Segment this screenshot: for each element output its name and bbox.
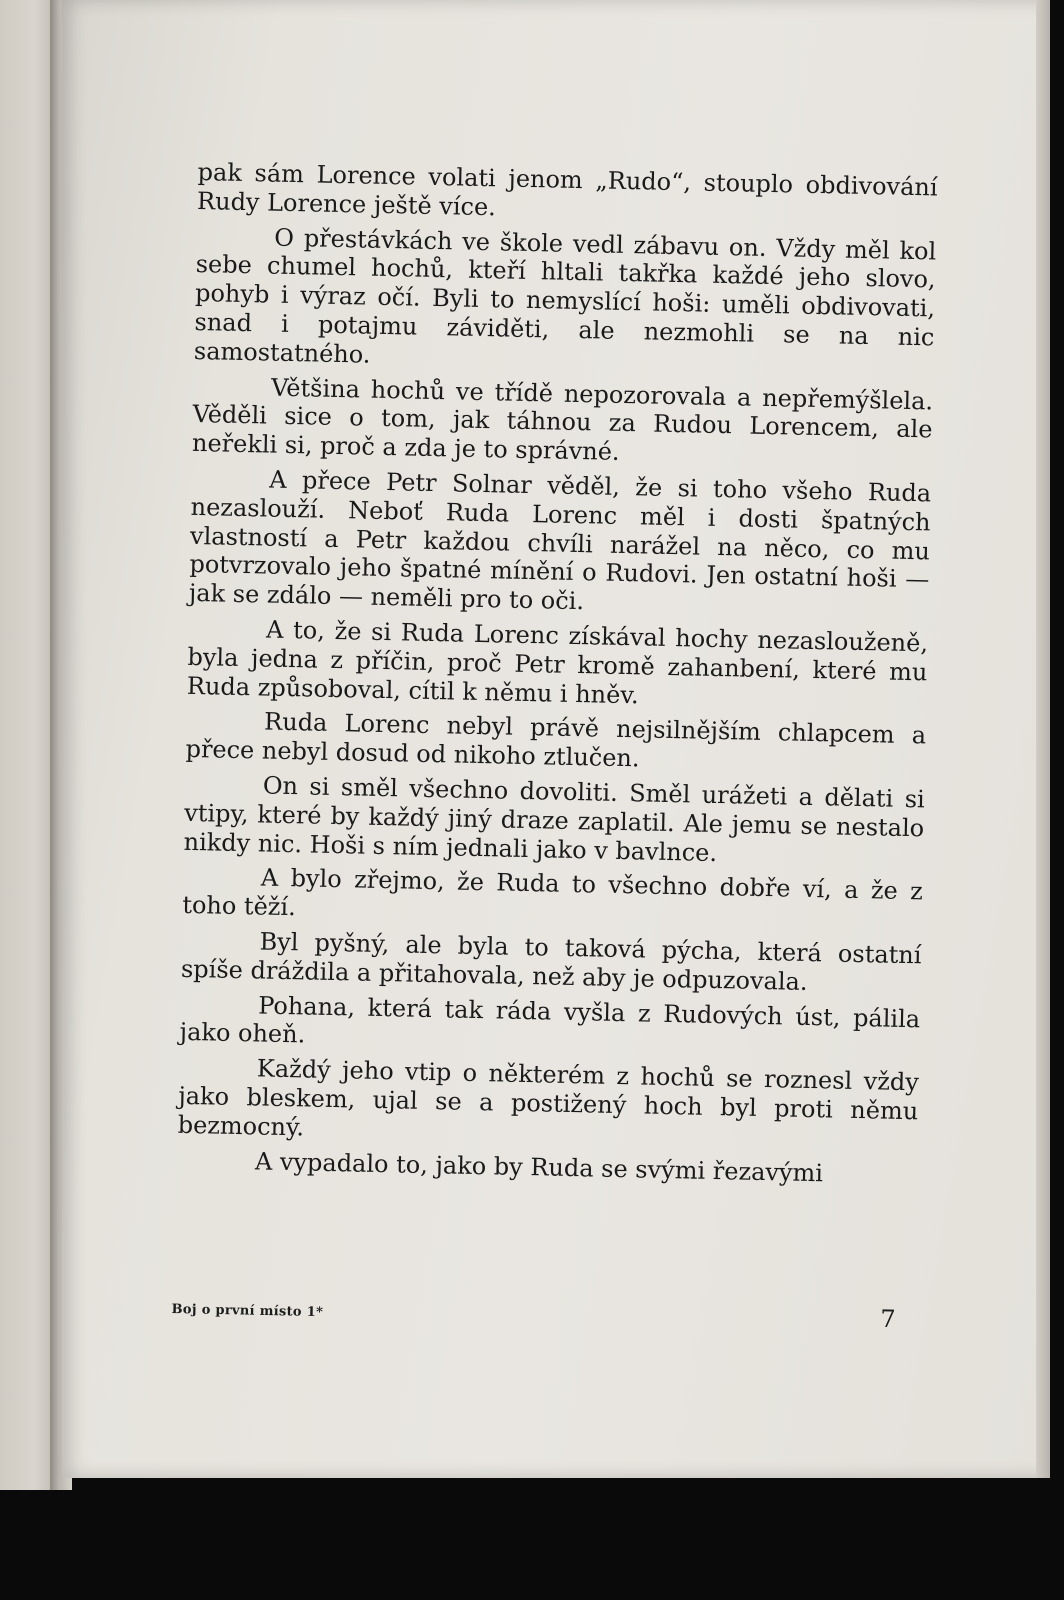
paragraph: A přece Petr Solnar věděl, že si toho všeho Ruda nezaslouží. Neboť Ruda Lorenc měl i dosti špatných vlastností a Petr každou chvíli narážel na něco, co mu potvrzovalo jeho špatné mínění o Rudovi. Jen ostatní hoši — jak se zdálo — neměli pro to oči. xyxy=(188,465,932,616)
paragraph: Většina hochů ve třídě nepozorovala a nepřemýšlela. Věděli sice o tom, jak táhnou za Rudou Lorencem, ale neřekli si, proč a zda je to správné. xyxy=(191,373,934,467)
paragraph: Byl pyšný, ale byla to taková pýcha, která ostatní spíše dráždila a přitahovala, než aby je odpuzovala. xyxy=(180,927,922,996)
paragraph: On si směl všechno dovoliti. Směl urážeti a dělati si vtipy, které by každý jiný draze zaplatil. Ale jemu se nestalo nikdy nic. Hoši s ním jednali jako v bavlnce. xyxy=(183,771,926,867)
body-text xyxy=(177,158,938,1196)
paragraph: A bylo zřejmo, že Ruda to všechno dobře ví, a že z toho těží. xyxy=(182,863,924,922)
page-number: 7 xyxy=(879,1304,896,1334)
paragraph: pak sám Lorence volati jenom „Rudo“, stouplo obdivování Rudy Lorence ještě více. xyxy=(196,158,938,222)
paragraph: Pohana, která tak ráda vyšla z Rudových úst, pálila jako oheň. xyxy=(179,990,921,1049)
page-edge xyxy=(1036,0,1050,1478)
paragraph: O přestávkách ve škole vedl zábavu on. Vždy měl kol sebe chumel hochů, kteří hltali takřka každé jeho slovo, pohyb i výraz očí. Byli to nemyslící hoši: uměli obdivovati, snad i potajmu záviděti, ale nezmohli se na nic samostatného. xyxy=(193,223,937,369)
printer-signature: Boj o první místo 1* xyxy=(171,1301,324,1321)
paragraph: Každý jeho vtip o některém z hochů se roznesl vždy jako bleskem, ujal se a postižený hoch byl proti němu bezmocný. xyxy=(177,1054,920,1142)
paragraph: A to, že si Ruda Lorenc získával hochy nezaslouženě, byla jedna z příčin, proč Petr kromě zahanbení, které mu Ruda způsoboval, cítil k němu i hněv. xyxy=(186,615,929,709)
paragraph: Ruda Lorenc nebyl právě nejsilnějším chlapcem a přece nebyl dosud od nikoho ztlučen. xyxy=(185,707,927,773)
paragraph: A vypadalo to, jako by Ruda se svými řezavými xyxy=(254,1146,824,1187)
